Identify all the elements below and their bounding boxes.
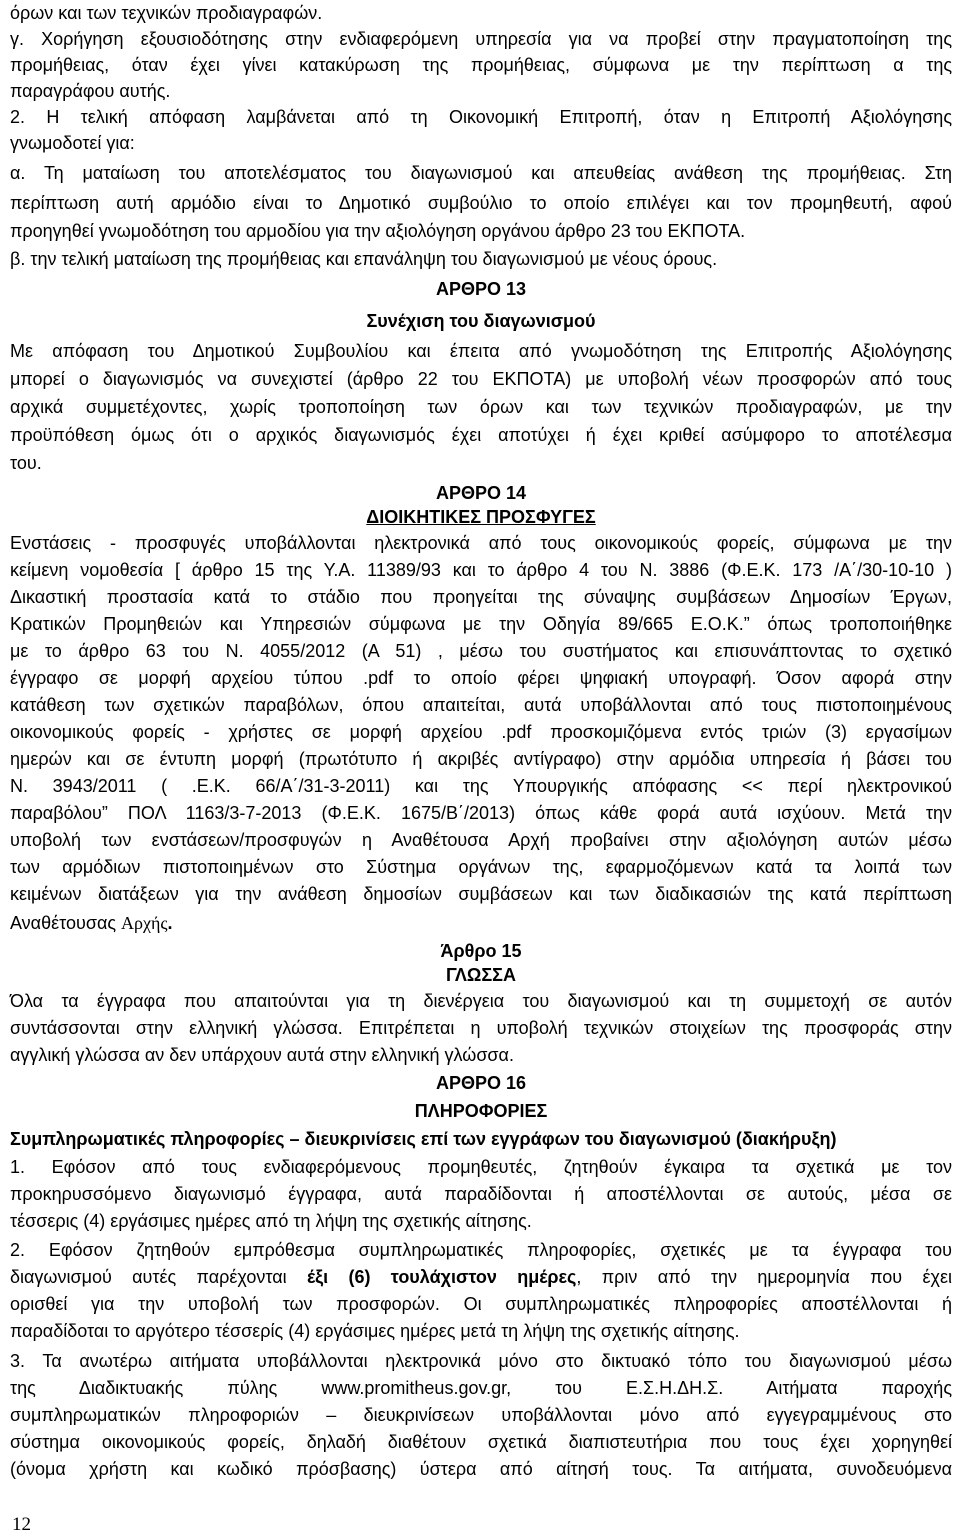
- text-line: ημερών και σε έντυπη μορφή (πρωτότυπο ή ακριβές αντίγραφο) στην αρμόδια υπηρεσία ή βάσει του: [10, 749, 952, 769]
- text-line: σύστημα οικονομικούς φορείς, δηλαδή διαθέτουν σχετικά διαπιστευτήρια που τους έχει χορηγηθεί: [10, 1432, 952, 1452]
- article-15-title: ΓΛΩΣΣΑ: [446, 965, 516, 985]
- text-run-serif: Αρχής: [121, 913, 168, 933]
- text-line: κατάθεση των σχετικών παραβόλων, όπου απαιτείται, αυτά υποβάλλονται από τους πιστοποιημένους: [10, 695, 952, 715]
- text-line: του.: [10, 453, 42, 473]
- text-line: συμπληρωματικών πληροφοριών – διευκρινίσεων υποβάλλονται μόνο από εγγεγραμμένους στο: [10, 1405, 952, 1425]
- text-line: παραβόλου” ΠΟΛ 1163/3-7-2013 (Φ.Ε.Κ. 1675/Β΄/2013) όπως κάθε φορά αυτά ισχύουν. Μετά την: [10, 803, 952, 823]
- text-line: Κρατικών Προμηθειών και Υπηρεσιών σύμφωνα με την Οδηγία 89/665 Ε.Ο.Κ.” όπως τροποποιήθηκε: [10, 614, 952, 634]
- article-13-heading: ΑΡΘΡΟ 13: [435, 279, 527, 299]
- text-line: της Διαδικτυακής πύλης www.promitheus.gov.gr, του Ε.Σ.Η.ΔΗ.Σ. Αιτήματα παροχής: [10, 1378, 952, 1398]
- text-line: αρχικά συμμετέχοντες, χωρίς τροποποίηση των όρων και των τεχνικών προδιαγραφών, με την: [10, 397, 952, 417]
- article-13-title: Συνέχιση του διαγωνισμού: [366, 311, 596, 331]
- text-run: διαγωνισμού αυτές παρέχονται: [10, 1267, 307, 1287]
- text-line: γνωμοδοτεί για:: [10, 133, 135, 153]
- text-line: κείμενη νομοθεσία [ άρθρο 15 της Υ.Α. 11389/93 και το άρθρο 4 του Ν. 3886 (Φ.Ε.Κ. 173 /Α΄/30-10-10 ): [10, 560, 952, 580]
- text-line: οικονομικούς φορείς - χρήστες σε μορφή αρχείου .pdf προσκομιζόμενα εντός τριών (3) εργασίμων: [10, 722, 952, 742]
- text-run-bold: έξι (6) τουλάχιστον ημέρες: [306, 1267, 577, 1287]
- text-line: ορισθεί για την υποβολή των προσφορών. Οι συμπληρωματικές πληροφορίες αποστέλλονται ή: [10, 1294, 952, 1314]
- text-line: προμήθειας, όταν έχει γίνει κατακύρωση της προμήθειας, σύμφωνα με την περίπτωση α της: [10, 55, 952, 75]
- text-line: (όνομα χρήστη και κωδικό πρόσβασης) ύστερα από αίτησή τους. Τα αιτήματα, συνοδευόμενα: [10, 1459, 952, 1479]
- text-line: των αρμόδιων πιστοποιημένων στο Σύστημα οργάνων της, εφαρμοζόμενων κατά τα λοιπά των: [10, 857, 952, 877]
- text-line: όρων και των τεχνικών προδιαγραφών.: [10, 3, 323, 23]
- text-line: προκηρυσσόμενο διαγωνισμό έγγραφα, αυτά παραδίδονται ή αποστέλλονται σε αυτούς, μέσα σε: [10, 1184, 952, 1204]
- text-line: τέσσερις (4) εργάσιμες ημέρες από τη λήψη της σχετικής αίτησης.: [10, 1211, 532, 1231]
- text-line: γ. Χορήγηση εξουσιοδότησης στην ενδιαφερόμενη υπηρεσία για να προβεί στην πραγματοποίηση της: [10, 29, 952, 49]
- text-line: αγγλική γλώσσα αν δεν υπάρχουν αυτά στην ελληνική γλώσσα.: [10, 1045, 514, 1065]
- article-15-heading: Άρθρο 15: [440, 941, 522, 961]
- text-line: 2. Η τελική απόφαση λαμβάνεται από τη Οικονομική Επιτροπή, όταν η Επιτροπή Αξιολόγησης: [10, 107, 952, 127]
- section-subtitle: Συμπληρωματικές πληροφορίες – διευκρινίσεις επί των εγγράφων του διαγωνισμού (διακήρυξη): [10, 1129, 837, 1149]
- text-line: προϋπόθεση όμως ότι ο αρχικός διαγωνισμός έχει αποτύχει ή έχει κριθεί ασύμφορο το αποτέλεσμα: [10, 425, 952, 445]
- text-line: περίπτωση αυτή αρμόδιο είναι το Δημοτικό συμβούλιο το οποίο επιλέγει και τον προμηθευτή, αφού: [10, 193, 952, 213]
- text-line: έγγραφο σε μορφή αρχείου τύπου .pdf το οποίο φέρει ψηφιακή υπογραφή. Όσον αφορά στην: [10, 668, 952, 688]
- article-16-heading: ΑΡΘΡΟ 16: [435, 1073, 527, 1093]
- text-line: [10, 910, 952, 936]
- text-line: [10, 1264, 952, 1290]
- text-line: κειμένων διατάξεων για την ανάθεση δημοσίων συμβάσεων και των διαδικασιών της κατά περίπτωση: [10, 884, 952, 904]
- text-line: β. την τελική ματαίωση της προμήθειας και επανάληψη του διαγωνισμού με νέους όρους.: [10, 249, 718, 269]
- text-line: Όλα τα έγγραφα που απαιτούνται για τη διενέργεια του διαγωνισμού και τη συμμετοχή σε αυτόν: [10, 991, 952, 1011]
- text-line: Ν. 3943/2011 ( .Ε.Κ. 66/Α΄/31-3-2011) και της Υπουργικής απόφασης << περί ηλεκτρονικού: [10, 776, 952, 796]
- text-line: με το άρθρο 63 του Ν. 4055/2012 (Α 51) , μέσω του συστήματος και επισυνάπτοντας το σχετικό: [10, 641, 952, 661]
- text-line: 3. Τα ανωτέρω αιτήματα υποβάλλονται ηλεκτρονικά μόνο στο δικτυακό τόπο του διαγωνισμού μέσω: [10, 1351, 952, 1371]
- text-line: προηγηθεί γνωμοδότηση του αρμοδίου για την αξιολόγηση οργάνου άρθρο 23 του ΕΚΠΟΤΑ.: [10, 221, 746, 241]
- text-line: Ενστάσεις - προσφυγές υποβάλλονται ηλεκτρονικά από τους οικονομικούς φορείς, σύμφωνα με την: [10, 533, 952, 553]
- text-line: παραδίδοται το αργότερο τέσσερίς (4) εργάσιμες ημέρες μετά τη λήψη της σχετικής αίτησης.: [10, 1321, 740, 1341]
- text-line: 1. Εφόσον από τους ενδιαφερόμενους προμηθευτές, ζητηθούν έγκαιρα τα σχετικά με τον: [10, 1157, 952, 1177]
- text-line: Δικαστική προστασία κατά το στάδιο που προηγείται της σύναψης συμβάσεων Δημοσίων Έργων,: [10, 587, 952, 607]
- text-line: α. Τη ματαίωση του αποτελέσματος του διαγωνισμού και απευθείας ανάθεση της προμήθειας. Στη: [10, 163, 952, 183]
- text-run: , πριν από την ημερομηνία που έχει: [576, 1267, 952, 1287]
- article-16-title: ΠΛΗΡΟΦΟΡΙΕΣ: [414, 1101, 548, 1121]
- article-14-title: ΔΙΟΙΚΗΤΙΚΕΣ ΠΡΟΣΦΥΓΕΣ: [366, 507, 596, 527]
- text-run: Αναθέτουσας: [10, 913, 122, 933]
- text-run-bold: .: [167, 913, 173, 933]
- text-line: συντάσσονται στην ελληνική γλώσσα. Επιτρέπεται η υποβολή τεχνικών στοιχείων της προσφοράς στην: [10, 1018, 952, 1038]
- text-line: υποβολή των ενστάσεων/προσφυγών η Αναθέτουσα Αρχή προβαίνει στην αξιολόγηση αυτών μέσω: [10, 830, 952, 850]
- article-14-heading: ΑΡΘΡΟ 14: [435, 483, 527, 503]
- text-line: παραγράφου αυτής.: [10, 81, 171, 101]
- text-line: μπορεί ο διαγωνισμός να συνεχιστεί (άρθρο 22 του ΕΚΠΟΤΑ) με υποβολή νέων προσφορών από τους: [10, 369, 952, 389]
- page-number: 12: [12, 1514, 31, 1535]
- text-line: 2. Εφόσον ζητηθούν εμπρόθεσμα συμπληρωματικές πληροφορίες, σχετικές με τα έγγραφα του: [10, 1240, 952, 1260]
- text-line: Με απόφαση του Δημοτικού Συμβουλίου και έπειτα από γνωμοδότηση της Επιτροπής Αξιολόγησης: [10, 341, 952, 361]
